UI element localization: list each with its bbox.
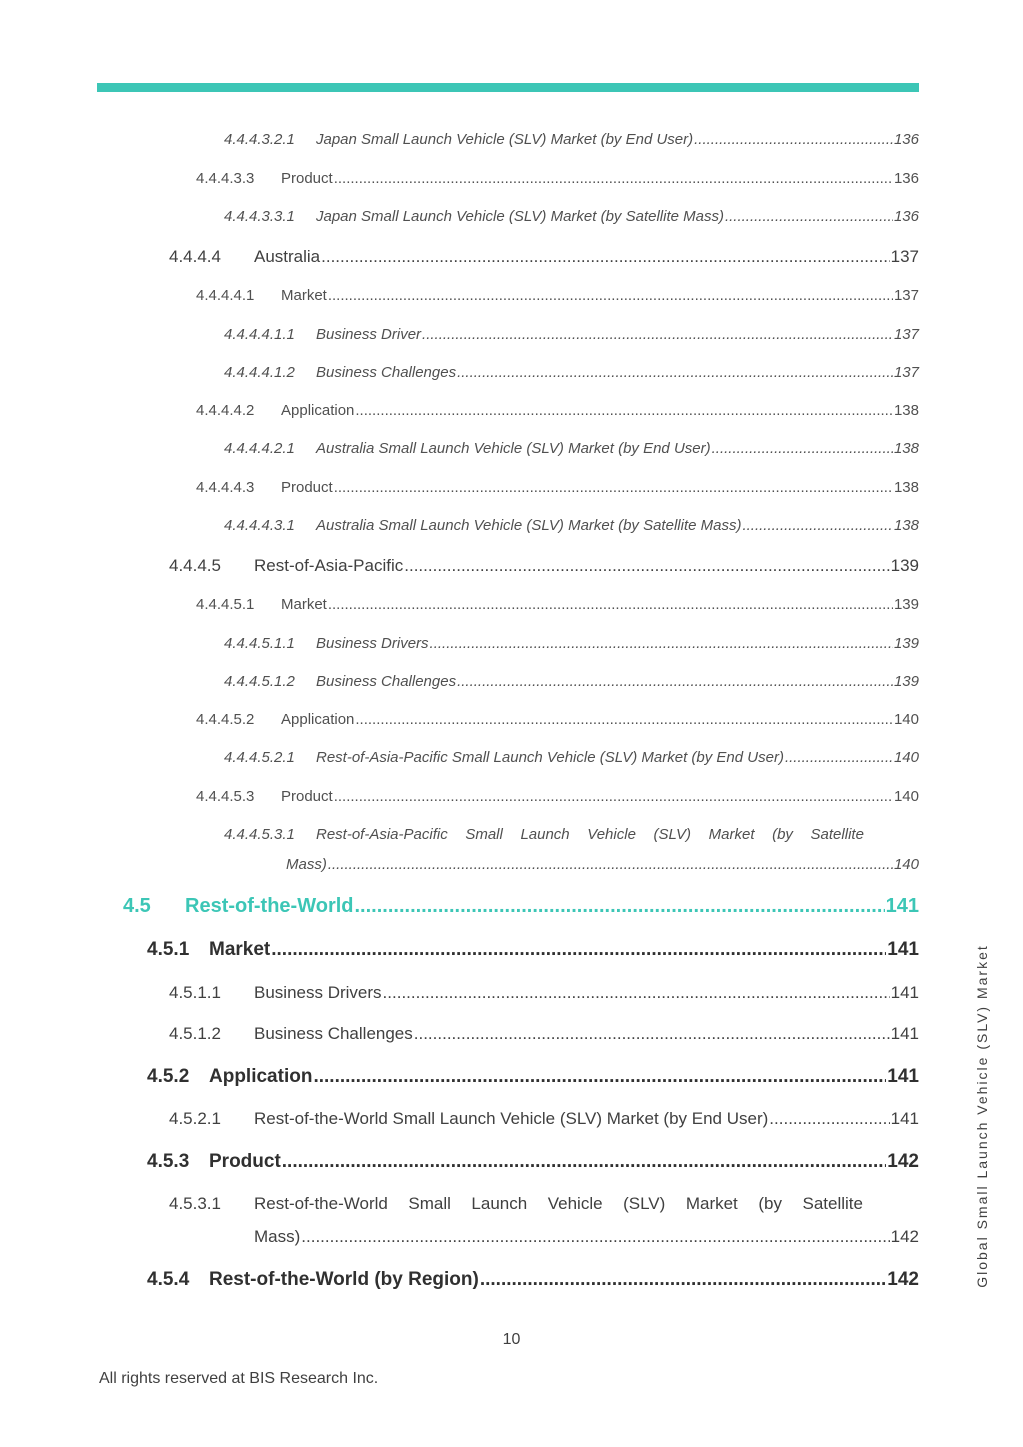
toc-entry[interactable] — [169, 1024, 919, 1044]
toc-entry-wrapped[interactable] — [169, 1194, 863, 1214]
toc-entry-title: Product — [281, 788, 333, 805]
leader-dots — [457, 673, 893, 690]
toc-entry-number: 4.4.4.4.2 — [196, 402, 255, 419]
toc-entry[interactable] — [224, 208, 919, 225]
toc-entry-page: 140 — [893, 711, 919, 728]
toc-entry[interactable] — [224, 326, 919, 343]
toc-entry-number: 4.5.1.1 — [169, 983, 221, 1002]
toc-entry-page: 140 — [893, 749, 919, 766]
toc-entry-number: 4.4.4.3.3 — [196, 170, 255, 187]
leader-dots — [328, 596, 893, 613]
toc-entry[interactable] — [224, 131, 919, 148]
leader-dots — [301, 1227, 889, 1247]
toc-entry-number: 4.5.2 — [147, 1066, 190, 1087]
toc-entry-title: Application — [209, 1066, 313, 1087]
toc-entry-number: 4.4.4.3.2.1 — [224, 131, 295, 148]
toc-entry[interactable] — [123, 895, 919, 918]
toc-entry-number: 4.4.4.5.2 — [196, 711, 255, 728]
toc-entry-title: Mass) — [286, 856, 327, 873]
toc-entry-title: Australia Small Launch Vehicle (SLV) Market (by Satellite Mass) — [316, 517, 742, 534]
toc-entry-number: 4.4.4.5.1.2 — [224, 673, 295, 690]
toc-entry-page: 139 — [893, 635, 919, 652]
toc-entry[interactable] — [224, 440, 919, 457]
leader-dots — [313, 1066, 886, 1088]
toc-entry-number: 4.4.4.4.1.2 — [224, 364, 295, 381]
toc-entry[interactable] — [224, 749, 919, 766]
leader-dots — [414, 1024, 890, 1044]
toc-entry-title: Business Challenges — [316, 673, 457, 690]
toc-entry-page: 141 — [887, 1066, 919, 1087]
toc-entry[interactable] — [196, 287, 919, 304]
toc-entry[interactable] — [196, 402, 919, 419]
toc-entry-number: 4.4.4.5.1.1 — [224, 635, 295, 652]
toc-entry-title: Business Drivers — [316, 635, 429, 652]
toc-entry-page: 142 — [890, 1227, 919, 1246]
toc-entry-page: 142 — [887, 1151, 919, 1172]
sidebar-report-title: Global Small Launch Vehicle (SLV) Market — [974, 944, 990, 1288]
toc-entry-number: 4.4.4.4.1.1 — [224, 326, 295, 343]
toc-entry-number: 4.4.4.4.2.1 — [224, 440, 295, 457]
toc-entry-continuation[interactable] — [286, 856, 919, 873]
toc-entry-title: Rest-of-the-World Small Launch Vehicle (SLV) Market (by End User) — [254, 1109, 769, 1128]
toc-entry-title: Mass) — [254, 1227, 301, 1246]
page-number: 10 — [502, 1331, 521, 1348]
leader-dots — [712, 440, 893, 457]
toc-entry-page: 136 — [893, 208, 919, 225]
toc-entry-page: 141 — [885, 895, 919, 917]
toc-entry-number: 4.5.2.1 — [169, 1109, 221, 1128]
toc-entry[interactable] — [196, 596, 919, 613]
toc-entry-number: 4.5.1.2 — [169, 1024, 221, 1043]
toc-entry-title: Rest-of-Asia-Pacific Small Launch Vehicle (SLV) Market (by End User) — [316, 749, 784, 766]
toc-entry[interactable] — [147, 1269, 919, 1291]
toc-entry-title: Market — [281, 596, 327, 613]
toc-entry-title: Product — [281, 170, 333, 187]
toc-entry-title: Australia Small Launch Vehicle (SLV) Market (by End User) — [316, 440, 711, 457]
toc-entry-title: Rest-of-the-World — [185, 895, 354, 917]
leader-dots — [404, 556, 889, 576]
toc-entry-page: 138 — [893, 479, 919, 496]
toc-entry-page: 137 — [893, 364, 919, 381]
toc-entry-page: 141 — [887, 939, 919, 960]
toc-entry-continuation[interactable] — [254, 1227, 919, 1247]
leader-dots — [355, 895, 885, 918]
toc-entry-page: 139 — [890, 556, 919, 575]
toc-entry-page: 139 — [893, 596, 919, 613]
toc-entry-number: 4.5.3 — [147, 1151, 190, 1172]
leader-dots — [480, 1269, 886, 1291]
toc-entry[interactable] — [147, 939, 919, 961]
toc-entry-page: 137 — [890, 247, 919, 266]
leader-dots — [769, 1109, 889, 1129]
leader-dots — [694, 131, 893, 148]
toc-entry-page: 140 — [893, 856, 919, 873]
toc-entry-number: 4.4.4.5.3.1 — [224, 826, 295, 843]
toc-entry[interactable] — [224, 517, 919, 534]
toc-entry-number: 4.4.4.4.1 — [196, 287, 255, 304]
toc-entry[interactable] — [196, 479, 919, 496]
toc-entry-wrapped[interactable] — [224, 826, 864, 843]
toc-entry-number: 4.5.4 — [147, 1269, 190, 1290]
toc-entry-page: 138 — [893, 402, 919, 419]
toc-entry-page: 137 — [893, 326, 919, 343]
toc-entry-title: Business Drivers — [254, 983, 382, 1002]
toc-entry-number: 4.4.4.4 — [169, 247, 221, 266]
toc-entry-page: 138 — [893, 517, 919, 534]
leader-dots — [328, 287, 893, 304]
toc-entry[interactable] — [147, 1151, 919, 1173]
toc-entry-page: 140 — [893, 788, 919, 805]
toc-entry-number: 4.4.4.5.2.1 — [224, 749, 295, 766]
toc-entry-number: 4.4.4.3.3.1 — [224, 208, 295, 225]
footer-copyright: All rights reserved at BIS Research Inc. — [99, 1370, 379, 1387]
toc-entry[interactable] — [169, 247, 919, 267]
toc-entry-page: 141 — [890, 1024, 919, 1043]
leader-dots — [321, 247, 889, 267]
toc-entry-number: 4.5.3.1 — [169, 1194, 221, 1213]
toc-entry[interactable] — [196, 711, 919, 728]
toc-entry-page: 138 — [893, 440, 919, 457]
toc-entry-number: 4.5.1 — [147, 939, 190, 960]
toc-entry-title: Product — [209, 1151, 281, 1172]
leader-dots — [334, 788, 893, 805]
toc-entry-title: Application — [281, 402, 355, 419]
toc-entry-title: Business Challenges — [316, 364, 457, 381]
toc-entry-title: Australia — [254, 247, 321, 266]
leader-dots — [785, 749, 893, 766]
leader-dots — [355, 711, 893, 728]
toc-entry-number: 4.4.4.5.1 — [196, 596, 255, 613]
toc-entry-number: 4.4.4.5 — [169, 556, 221, 575]
leader-dots — [422, 326, 893, 343]
toc-entry[interactable] — [169, 1109, 919, 1129]
toc-entry[interactable] — [196, 788, 919, 805]
toc-entry-title: Market — [209, 939, 271, 960]
toc-entry-title: Product — [281, 479, 333, 496]
toc-entry-title: Rest-of-the-World Small Launch Vehicle (SLV) Market (by Satellite — [254, 1194, 863, 1213]
toc-entry[interactable] — [196, 170, 919, 187]
toc-entry[interactable] — [169, 556, 919, 576]
toc-entry[interactable] — [224, 673, 919, 690]
toc-entry-page: 136 — [893, 170, 919, 187]
toc-entry-title: Market — [281, 287, 327, 304]
leader-dots — [457, 364, 893, 381]
toc-entry-title: Business Driver — [316, 326, 422, 343]
toc-entry-title: Business Challenges — [254, 1024, 413, 1043]
leader-dots — [334, 479, 893, 496]
toc-entry-number: 4.4.4.4.3.1 — [224, 517, 295, 534]
toc-entry-title: Application — [281, 711, 355, 728]
leader-dots — [282, 1151, 887, 1173]
toc-entry-page: 139 — [893, 673, 919, 690]
leader-dots — [328, 856, 893, 873]
toc-entry-page: 136 — [893, 131, 919, 148]
toc-entry[interactable] — [169, 983, 919, 1003]
toc-entry-title: Japan Small Launch Vehicle (SLV) Market (by End User) — [316, 131, 694, 148]
leader-dots — [334, 170, 893, 187]
leader-dots — [430, 635, 893, 652]
leader-dots — [742, 517, 893, 534]
toc-entry-title: Rest-of-the-World (by Region) — [209, 1269, 479, 1290]
leader-dots — [383, 983, 890, 1003]
leader-dots — [355, 402, 893, 419]
toc-entry[interactable] — [224, 635, 919, 652]
toc-entry-number: 4.4.4.5.3 — [196, 788, 255, 805]
header-accent-bar — [97, 83, 919, 92]
toc-entry-page: 142 — [887, 1269, 919, 1290]
leader-dots — [271, 939, 886, 961]
toc-entry-title: Rest-of-Asia-Pacific Small Launch Vehicle (SLV) Market (by Satellite — [316, 826, 864, 843]
toc-entry-title: Japan Small Launch Vehicle (SLV) Market (by Satellite Mass) — [316, 208, 724, 225]
toc-entry-number: 4.4.4.4.3 — [196, 479, 255, 496]
toc-entry-page: 141 — [890, 1109, 919, 1128]
leader-dots — [725, 208, 893, 225]
toc-entry-number: 4.5 — [123, 895, 151, 917]
toc-entry-title: Rest-of-Asia-Pacific — [254, 556, 404, 575]
toc-entry-page: 141 — [890, 983, 919, 1002]
toc-entry[interactable] — [224, 364, 919, 381]
toc-entry[interactable] — [147, 1066, 919, 1088]
toc-entry-page: 137 — [893, 287, 919, 304]
